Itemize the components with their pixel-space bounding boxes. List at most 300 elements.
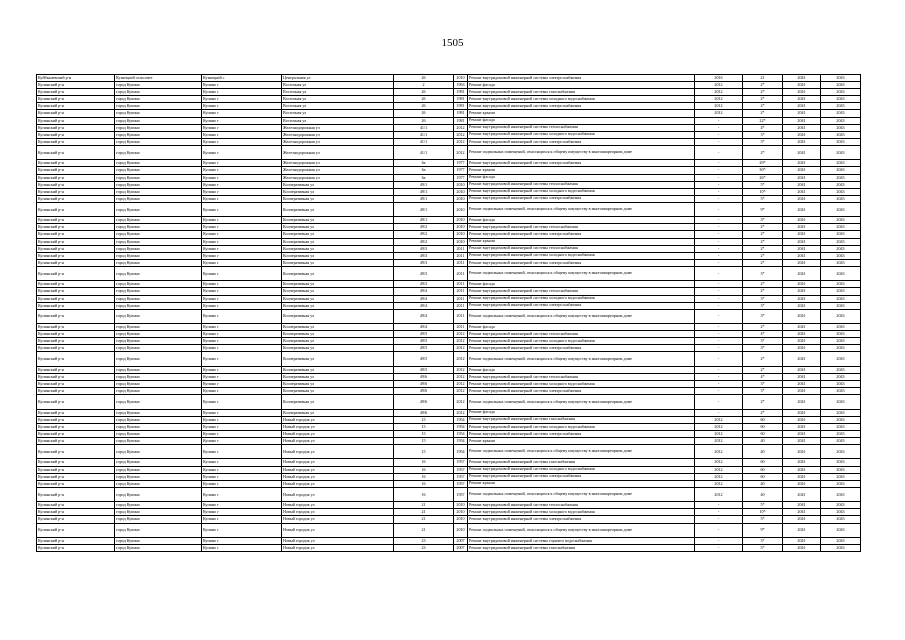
municipality-cell: город Купино xyxy=(115,502,202,509)
wear-percent-cell: 3* xyxy=(743,381,783,388)
settlement-cell: Купино г xyxy=(202,131,282,138)
settlement-cell: Купино г xyxy=(202,124,282,131)
work-type-cell: Ремонт крыши xyxy=(468,110,695,117)
last-repair-year-cell: - xyxy=(695,117,743,124)
wear-percent-cell: 60 xyxy=(743,430,783,437)
district-cell: Купинский р-н xyxy=(37,188,115,195)
street-cell: Железнодорожная ул xyxy=(282,167,394,174)
work-type-cell: Ремонт внутридомовой инженерной системы электроснабжения xyxy=(468,430,695,437)
house-number-cell: 41/1 xyxy=(394,131,454,138)
table-row xyxy=(37,545,861,552)
settlement-cell: Купино г xyxy=(202,110,282,117)
settlement-cell: Купино г xyxy=(202,423,282,430)
last-repair-year-cell: 2012 xyxy=(695,459,743,466)
house-number-cell: 49/4 xyxy=(394,302,454,309)
house-number-cell: 49/5 xyxy=(394,338,454,345)
house-number-cell: 26 xyxy=(394,89,454,96)
street-cell: Кооперативная ул xyxy=(282,259,394,266)
street-cell: Восточная ул xyxy=(282,82,394,89)
table-row xyxy=(37,345,861,352)
street-cell: Кооперативная ул xyxy=(282,266,394,280)
plan-start-year-cell: 2041 xyxy=(783,217,821,224)
wear-percent-cell: 2* xyxy=(743,82,783,89)
district-cell: Купинский р-н xyxy=(37,366,115,373)
street-cell: Кооперативная ул xyxy=(282,245,394,252)
settlement-cell: Купино г xyxy=(202,509,282,516)
district-cell: Купинский р-н xyxy=(37,295,115,302)
last-repair-year-cell: 2012 xyxy=(695,466,743,473)
plan-end-year-cell: 2043 xyxy=(821,181,861,188)
plan-start-year-cell: 2041 xyxy=(783,373,821,380)
table-row xyxy=(37,160,861,167)
wear-percent-cell: 2* xyxy=(743,96,783,103)
work-type-cell: Ремонт внутридомовой инженерной системы холодного водоснабжения xyxy=(468,131,695,138)
settlement-cell: Купино г xyxy=(202,366,282,373)
district-cell: Купинский р-н xyxy=(37,338,115,345)
house-number-cell: 49/2 xyxy=(394,238,454,245)
last-repair-year-cell: 2012 xyxy=(695,438,743,445)
table-row xyxy=(37,259,861,266)
wear-percent-cell: 40 xyxy=(743,487,783,501)
build-year-cell: 2011 xyxy=(454,324,468,331)
work-type-cell: Ремонт фасада xyxy=(468,324,695,331)
work-type-cell: Ремонт фасада xyxy=(468,217,695,224)
build-year-cell: 1954 xyxy=(454,438,468,445)
build-year-cell: 1957 xyxy=(454,459,468,466)
municipality-cell: город Купино xyxy=(115,459,202,466)
district-cell: Купинский р-н xyxy=(37,202,115,216)
build-year-cell: 2012 xyxy=(454,131,468,138)
build-year-cell: 1957 xyxy=(454,480,468,487)
street-cell: Кооперативная ул xyxy=(282,309,394,323)
work-type-cell: Ремонт крыши xyxy=(468,238,695,245)
district-cell: Купинский р-н xyxy=(37,181,115,188)
wear-percent-cell: 3* xyxy=(743,302,783,309)
district-cell: Купинский р-н xyxy=(37,473,115,480)
street-cell: Новый городок ул xyxy=(282,509,394,516)
wear-percent-cell: 30* xyxy=(743,167,783,174)
settlement-cell: Купино г xyxy=(202,224,282,231)
work-type-cell: Ремонт внутридомовой инженерной системы газоснабжения xyxy=(468,416,695,423)
build-year-cell: 2007 xyxy=(454,545,468,552)
work-type-cell: Ремонт фасада xyxy=(468,366,695,373)
district-cell: Купинский р-н xyxy=(37,96,115,103)
build-year-cell: 2011 xyxy=(454,245,468,252)
settlement-cell: Купино г xyxy=(202,537,282,544)
wear-percent-cell: 26* xyxy=(743,174,783,181)
build-year-cell: 2012 xyxy=(454,381,468,388)
street-cell: Кооперативная ул xyxy=(282,302,394,309)
house-number-cell: 21 xyxy=(394,516,454,523)
last-repair-year-cell: - xyxy=(695,281,743,288)
plan-start-year-cell: 2041 xyxy=(783,466,821,473)
district-cell: Купинский р-н xyxy=(37,145,115,159)
wear-percent-cell: 2* xyxy=(743,224,783,231)
district-cell: Купинский р-н xyxy=(37,324,115,331)
table-row xyxy=(37,252,861,259)
district-cell: Купинский р-н xyxy=(37,266,115,280)
plan-start-year-cell: 2041 xyxy=(783,188,821,195)
work-type-cell: Ремонт фасада xyxy=(468,117,695,124)
last-repair-year-cell: 2016 xyxy=(695,75,743,82)
last-repair-year-cell: - xyxy=(695,145,743,159)
house-number-cell: 49/2 xyxy=(394,231,454,238)
municipality-cell: город Купино xyxy=(115,217,202,224)
last-repair-year-cell: - xyxy=(695,395,743,409)
wear-percent-cell: 9* xyxy=(743,202,783,216)
table-row xyxy=(37,110,861,117)
settlement-cell: Купино г xyxy=(202,309,282,323)
plan-end-year-cell: 2043 xyxy=(821,388,861,395)
plan-end-year-cell: 2043 xyxy=(821,266,861,280)
work-type-cell: Ремонт крыши xyxy=(468,480,695,487)
district-cell: Купинский р-н xyxy=(37,309,115,323)
house-number-cell: 15 xyxy=(394,423,454,430)
build-year-cell: 2012 xyxy=(454,124,468,131)
table-row xyxy=(37,352,861,366)
plan-start-year-cell: 2041 xyxy=(783,395,821,409)
work-type-cell: Ремонт подвальных помещений, относящихся к общему имуществу в многоквартирном доме xyxy=(468,202,695,216)
municipality-cell: город Купино xyxy=(115,295,202,302)
table-row xyxy=(37,381,861,388)
last-repair-year-cell: - xyxy=(695,252,743,259)
municipality-cell: город Купино xyxy=(115,545,202,552)
street-cell: Железнодорожная ул xyxy=(282,145,394,159)
municipality-cell: город Купино xyxy=(115,423,202,430)
plan-start-year-cell: 2041 xyxy=(783,252,821,259)
build-year-cell: 2012 xyxy=(454,338,468,345)
work-type-cell: Ремонт внутридомовой инженерной системы теплоснабжения xyxy=(468,331,695,338)
municipality-cell: город Купино xyxy=(115,430,202,437)
table-row xyxy=(37,174,861,181)
municipality-cell: город Купино xyxy=(115,231,202,238)
plan-start-year-cell: 2041 xyxy=(783,487,821,501)
house-number-cell: 49/5 xyxy=(394,352,454,366)
settlement-cell: Купино г xyxy=(202,188,282,195)
build-year-cell: 2010 xyxy=(454,516,468,523)
plan-start-year-cell: 2041 xyxy=(783,302,821,309)
build-year-cell: 2012 xyxy=(454,345,468,352)
work-type-cell: Ремонт внутридомовой инженерной системы электроснабжения xyxy=(468,345,695,352)
municipality-cell: город Купино xyxy=(115,409,202,416)
street-cell: Кооперативная ул xyxy=(282,373,394,380)
district-cell: Купинский р-н xyxy=(37,352,115,366)
street-cell: Кооперативная ул xyxy=(282,338,394,345)
plan-start-year-cell: 2041 xyxy=(783,89,821,96)
house-number-cell: 15 xyxy=(394,445,454,459)
plan-start-year-cell: 2041 xyxy=(783,103,821,110)
plan-start-year-cell: 2041 xyxy=(783,502,821,509)
district-cell: Купинский р-н xyxy=(37,160,115,167)
last-repair-year-cell: 2012 xyxy=(695,103,743,110)
build-year-cell: 2010 xyxy=(454,181,468,188)
build-year-cell: 1957 xyxy=(454,466,468,473)
last-repair-year-cell: - xyxy=(695,388,743,395)
settlement-cell: Купино г xyxy=(202,324,282,331)
build-year-cell: 1977 xyxy=(454,167,468,174)
district-cell: Купинский р-н xyxy=(37,89,115,96)
build-year-cell: 2011 xyxy=(454,281,468,288)
table-row xyxy=(37,423,861,430)
work-type-cell: Ремонт внутридомовой инженерной системы электроснабжения xyxy=(468,103,695,110)
district-cell: Купинский р-н xyxy=(37,117,115,124)
build-year-cell: 1981 xyxy=(454,96,468,103)
plan-start-year-cell: 2041 xyxy=(783,110,821,117)
municipality-cell: город Купино xyxy=(115,309,202,323)
table-row xyxy=(37,445,861,459)
street-cell: Кооперативная ул xyxy=(282,288,394,295)
table-row xyxy=(37,217,861,224)
build-year-cell: 2012 xyxy=(454,352,468,366)
plan-end-year-cell: 2043 xyxy=(821,395,861,409)
street-cell: Кооперативная ул xyxy=(282,238,394,245)
house-number-cell: 16 xyxy=(394,459,454,466)
house-number-cell: 49/2 xyxy=(394,224,454,231)
house-number-cell: 49/6 xyxy=(394,409,454,416)
plan-start-year-cell: 2041 xyxy=(783,516,821,523)
table-row xyxy=(37,103,861,110)
plan-start-year-cell: 2041 xyxy=(783,445,821,459)
plan-end-year-cell: 2043 xyxy=(821,238,861,245)
house-number-cell: 23 xyxy=(394,545,454,552)
settlement-cell: Купино г xyxy=(202,202,282,216)
plan-start-year-cell: 2041 xyxy=(783,409,821,416)
settlement-cell: Купино г xyxy=(202,231,282,238)
plan-end-year-cell: 2043 xyxy=(821,96,861,103)
district-cell: Купинский р-н xyxy=(37,224,115,231)
municipality-cell: город Купино xyxy=(115,188,202,195)
work-type-cell: Ремонт внутридомовой инженерной системы теплоснабжения xyxy=(468,181,695,188)
municipality-cell: город Купино xyxy=(115,523,202,537)
build-year-cell: 1981 xyxy=(454,103,468,110)
work-type-cell: Ремонт подвальных помещений, относящихся к общему имуществу в многоквартирном доме xyxy=(468,352,695,366)
district-cell: Купинский р-н xyxy=(37,103,115,110)
page-number: 1505 xyxy=(441,37,464,49)
plan-end-year-cell: 2043 xyxy=(821,89,861,96)
settlement-cell: Купино г xyxy=(202,302,282,309)
plan-end-year-cell: 2043 xyxy=(821,281,861,288)
work-type-cell: Ремонт внутридомовой инженерной системы холодного водоснабжения xyxy=(468,252,695,259)
house-number-cell: 49/6 xyxy=(394,395,454,409)
street-cell: Железнодорожная ул xyxy=(282,174,394,181)
build-year-cell: 2012 xyxy=(454,331,468,338)
table-row xyxy=(37,188,861,195)
street-cell: Новый городок ул xyxy=(282,416,394,423)
district-cell: Купинский р-н xyxy=(37,509,115,516)
plan-start-year-cell: 2041 xyxy=(783,331,821,338)
settlement-cell: Купино г xyxy=(202,82,282,89)
last-repair-year-cell: - xyxy=(695,160,743,167)
house-number-cell: 6а xyxy=(394,160,454,167)
build-year-cell: 2012 xyxy=(454,409,468,416)
build-year-cell: 2010 xyxy=(454,231,468,238)
work-type-cell: Ремонт внутридомовой инженерной системы электроснабжения xyxy=(468,259,695,266)
work-type-cell: Ремонт внутридомовой инженерной системы газоснабжения xyxy=(468,545,695,552)
last-repair-year-cell: - xyxy=(695,338,743,345)
build-year-cell: 1954 xyxy=(454,416,468,423)
plan-start-year-cell: 2041 xyxy=(783,181,821,188)
municipality-cell: город Купино xyxy=(115,366,202,373)
plan-start-year-cell: 2041 xyxy=(783,480,821,487)
street-cell: Кооперативная ул xyxy=(282,352,394,366)
settlement-cell: Купино г xyxy=(202,295,282,302)
plan-end-year-cell: 2043 xyxy=(821,423,861,430)
work-type-cell: Ремонт крыши xyxy=(468,438,695,445)
district-cell: Купинский р-н xyxy=(37,388,115,395)
work-type-cell: Ремонт внутридомовой инженерной системы теплоснабжения xyxy=(468,245,695,252)
wear-percent-cell: 40 xyxy=(743,480,783,487)
plan-end-year-cell: 2043 xyxy=(821,352,861,366)
house-number-cell: 26 xyxy=(394,75,454,82)
table-row xyxy=(37,266,861,280)
settlement-cell: Купино г xyxy=(202,523,282,537)
last-repair-year-cell: 2012 xyxy=(695,110,743,117)
wear-percent-cell: 60 xyxy=(743,473,783,480)
house-number-cell: 21 xyxy=(394,502,454,509)
table-row xyxy=(37,96,861,103)
build-year-cell: 2007 xyxy=(454,537,468,544)
house-number-cell: 49/3 xyxy=(394,281,454,288)
last-repair-year-cell: - xyxy=(695,167,743,174)
wear-percent-cell: 2* xyxy=(743,395,783,409)
house-number-cell: 2 xyxy=(394,82,454,89)
plan-start-year-cell: 2041 xyxy=(783,245,821,252)
table-row xyxy=(37,231,861,238)
plan-start-year-cell: 2041 xyxy=(783,459,821,466)
settlement-cell: Купино г xyxy=(202,395,282,409)
municipality-cell: город Купино xyxy=(115,195,202,202)
wear-percent-cell: 2* xyxy=(743,281,783,288)
work-type-cell: Ремонт внутридомовой инженерной системы холодного водоснабжения xyxy=(468,381,695,388)
settlement-cell: Купино г xyxy=(202,252,282,259)
municipality-cell: город Купино xyxy=(115,124,202,131)
table-row xyxy=(37,145,861,159)
house-number-cell: 15 xyxy=(394,416,454,423)
municipality-cell: город Купино xyxy=(115,473,202,480)
settlement-cell: Купино г xyxy=(202,266,282,280)
build-year-cell: 2010 xyxy=(454,238,468,245)
municipality-cell: город Купино xyxy=(115,438,202,445)
house-number-cell: 16 xyxy=(394,473,454,480)
plan-start-year-cell: 2041 xyxy=(783,266,821,280)
municipality-cell: город Купино xyxy=(115,516,202,523)
plan-end-year-cell: 2043 xyxy=(821,82,861,89)
work-type-cell: Ремонт внутридомовой инженерной системы теплоснабжения xyxy=(468,502,695,509)
last-repair-year-cell: - xyxy=(695,238,743,245)
plan-end-year-cell: 2043 xyxy=(821,345,861,352)
municipality-cell: город Купино xyxy=(115,117,202,124)
settlement-cell: Купино г xyxy=(202,217,282,224)
settlement-cell: Купино г xyxy=(202,117,282,124)
last-repair-year-cell: - xyxy=(695,523,743,537)
plan-end-year-cell: 2043 xyxy=(821,224,861,231)
table-row xyxy=(37,281,861,288)
house-number-cell: 49/3 xyxy=(394,252,454,259)
table-row xyxy=(37,523,861,537)
street-cell: Кооперативная ул xyxy=(282,231,394,238)
street-cell: Кооперативная ул xyxy=(282,388,394,395)
house-number-cell: 49/6 xyxy=(394,381,454,388)
house-number-cell: 49/5 xyxy=(394,366,454,373)
street-cell: Кооперативная ул xyxy=(282,295,394,302)
wear-percent-cell: 3* xyxy=(743,266,783,280)
table-row xyxy=(37,487,861,501)
house-number-cell: 49/1 xyxy=(394,195,454,202)
municipality-cell: город Купино xyxy=(115,395,202,409)
plan-start-year-cell: 2041 xyxy=(783,75,821,82)
wear-percent-cell: 2* xyxy=(743,409,783,416)
plan-start-year-cell: 2041 xyxy=(783,117,821,124)
build-year-cell: 1981 xyxy=(454,117,468,124)
house-number-cell: 49/1 xyxy=(394,188,454,195)
table-row xyxy=(37,324,861,331)
municipality-cell: город Купино xyxy=(115,466,202,473)
district-cell: Купинский р-н xyxy=(37,516,115,523)
build-year-cell: 2011 xyxy=(454,309,468,323)
house-number-cell: 49/1 xyxy=(394,181,454,188)
last-repair-year-cell: - xyxy=(695,366,743,373)
plan-start-year-cell: 2041 xyxy=(783,473,821,480)
house-number-cell: 6а xyxy=(394,167,454,174)
table-row xyxy=(37,309,861,323)
work-type-cell: Ремонт подвальных помещений, относящихся к общему имуществу в многоквартирном доме xyxy=(468,395,695,409)
last-repair-year-cell: 2012 xyxy=(695,430,743,437)
settlement-cell: Купино г xyxy=(202,516,282,523)
plan-end-year-cell: 2043 xyxy=(821,466,861,473)
last-repair-year-cell: - xyxy=(695,231,743,238)
municipality-cell: город Купино xyxy=(115,145,202,159)
house-number-cell: 15 xyxy=(394,438,454,445)
wear-percent-cell: 29* xyxy=(743,160,783,167)
municipality-cell: город Купино xyxy=(115,388,202,395)
district-cell: Купинский р-н xyxy=(37,110,115,117)
district-cell: Купинский р-н xyxy=(37,281,115,288)
plan-end-year-cell: 2043 xyxy=(821,124,861,131)
plan-start-year-cell: 2041 xyxy=(783,537,821,544)
street-cell: Кооперативная ул xyxy=(282,331,394,338)
settlement-cell: Купино г xyxy=(202,438,282,445)
plan-start-year-cell: 2041 xyxy=(783,238,821,245)
house-number-cell: 26 xyxy=(394,117,454,124)
work-type-cell: Ремонт подвальных помещений, относящихся к общему имуществу в многоквартирном доме xyxy=(468,145,695,159)
plan-end-year-cell: 2043 xyxy=(821,516,861,523)
settlement-cell: Купино г xyxy=(202,466,282,473)
house-number-cell: 26 xyxy=(394,110,454,117)
house-number-cell: 49/3 xyxy=(394,259,454,266)
settlement-cell: Купино г xyxy=(202,502,282,509)
settlement-cell: Купино г xyxy=(202,409,282,416)
build-year-cell: 2011 xyxy=(454,295,468,302)
house-number-cell: 49/1 xyxy=(394,217,454,224)
municipality-cell: город Купино xyxy=(115,345,202,352)
wear-percent-cell: 2* xyxy=(743,288,783,295)
plan-end-year-cell: 2043 xyxy=(821,167,861,174)
municipality-cell: город Купино xyxy=(115,96,202,103)
settlement-cell: Купино г xyxy=(202,96,282,103)
street-cell: Кооперативная ул xyxy=(282,281,394,288)
plan-end-year-cell: 2043 xyxy=(821,373,861,380)
wear-percent-cell: 2* xyxy=(743,145,783,159)
street-cell: Новый городок ул xyxy=(282,523,394,537)
street-cell: Новый городок ул xyxy=(282,480,394,487)
table-row xyxy=(37,238,861,245)
wear-percent-cell: 2* xyxy=(743,366,783,373)
plan-end-year-cell: 2043 xyxy=(821,110,861,117)
plan-end-year-cell: 2043 xyxy=(821,445,861,459)
plan-start-year-cell: 2041 xyxy=(783,160,821,167)
district-cell: Купинский р-н xyxy=(37,331,115,338)
work-type-cell: Ремонт внутридомовой инженерной системы электроснабжения xyxy=(468,473,695,480)
